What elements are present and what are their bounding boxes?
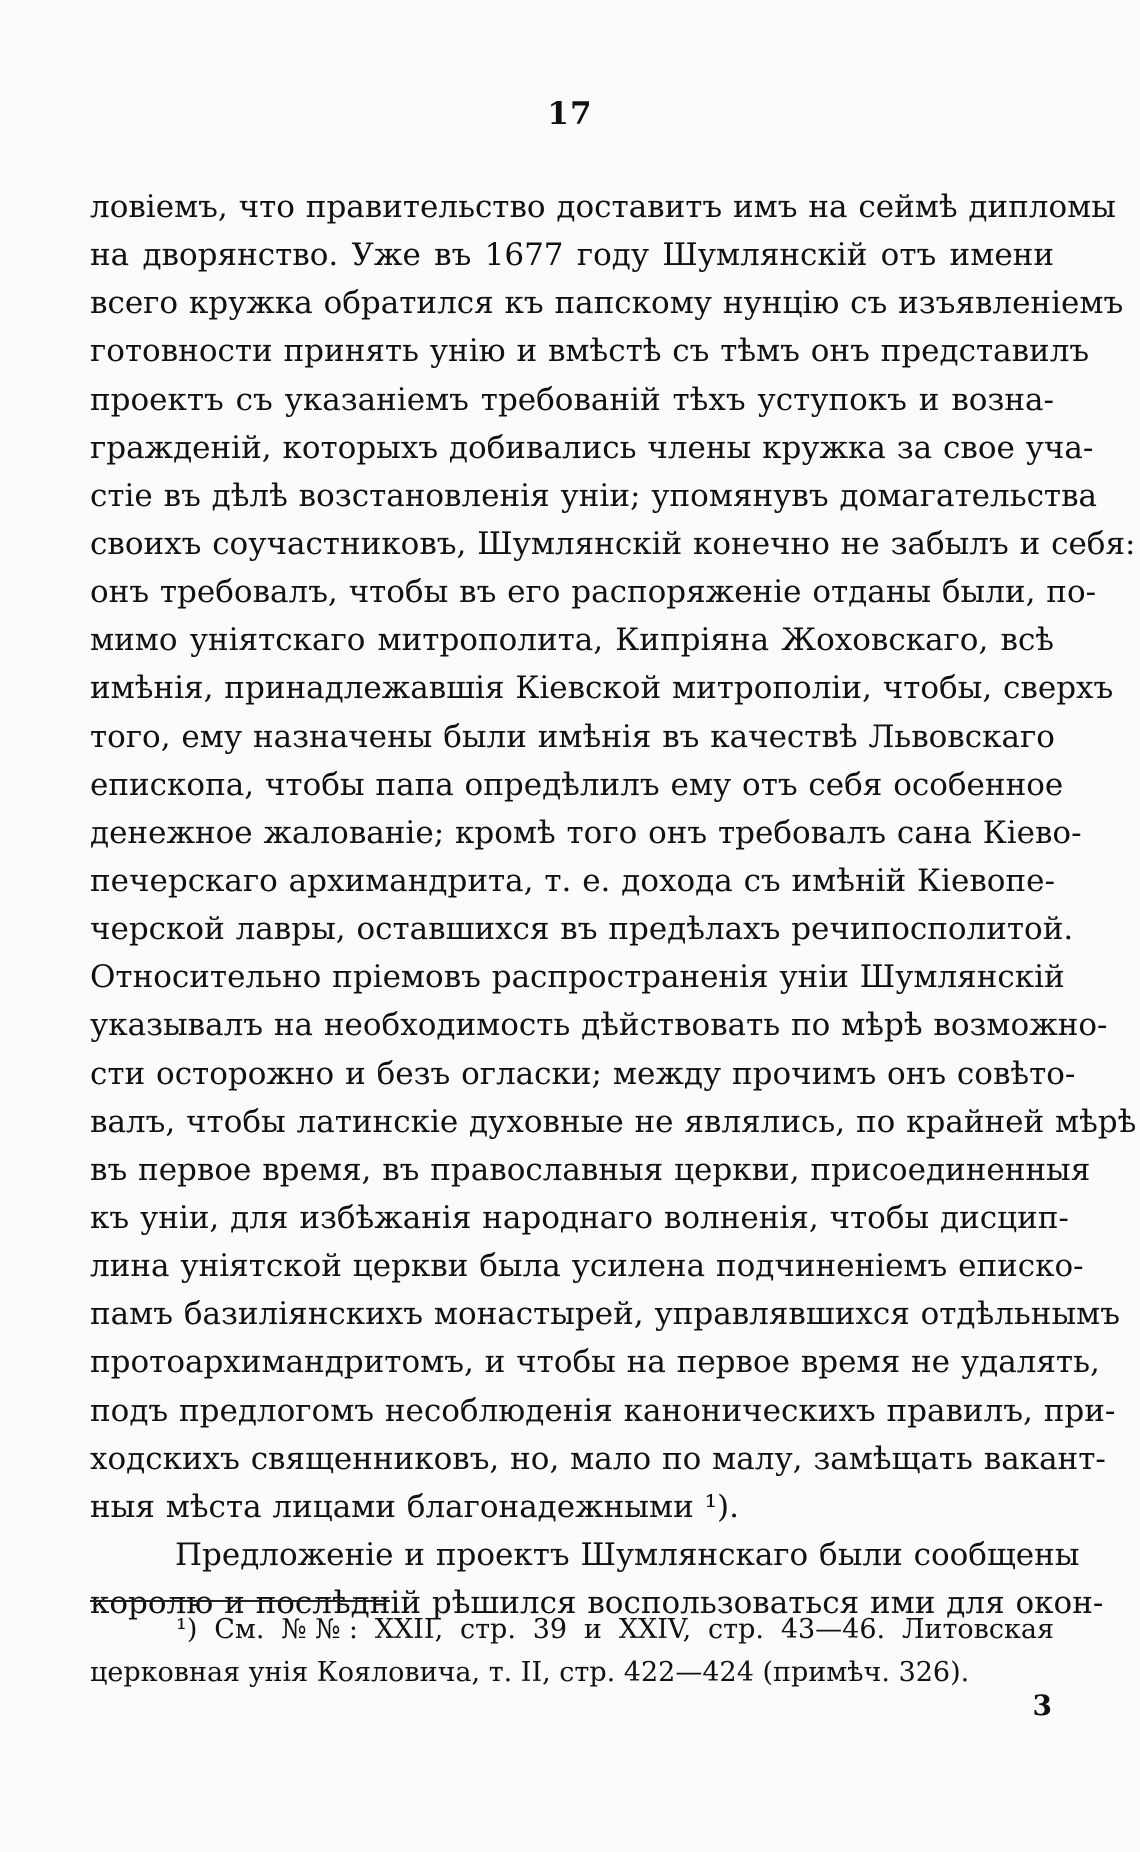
text-line: черской лавры, оставшихся въ предѣлахъ речипосполитой. bbox=[90, 911, 1074, 948]
signature-mark: 3 bbox=[1032, 1689, 1052, 1722]
text-line: имѣнія, принадлежавшія Кіевской митрополіи, чтобы, сверхъ bbox=[90, 670, 1114, 707]
footnote-line: церковная унія Кояловича, т. II, стр. 422—424 (примѣч. 326). bbox=[90, 1657, 970, 1688]
text-line: Относительно пріемовъ распространенія уніи Шумлянскій bbox=[90, 959, 1065, 996]
text-line: ходскихъ священниковъ, но, мало по малу, замѣщать вакант- bbox=[90, 1440, 1106, 1477]
main-text bbox=[90, 183, 1137, 1627]
text-line: валъ, чтобы латинскіе духовные не являлись, по крайней мѣрѣ bbox=[90, 1103, 1137, 1140]
text-line: ловіемъ, что правительство доставитъ имъ на сеймѣ дипломы bbox=[90, 189, 1116, 225]
text-line: мимо уніятскаго митрополита, Кипріяна Жоховскаго, всѣ bbox=[90, 622, 1054, 659]
text-line: указывалъ на необходимость дѣйствовать по мѣрѣ возможно- bbox=[90, 1007, 1108, 1044]
text-line: къ уніи, для избѣжанія народнаго волненія, чтобы дисцип- bbox=[90, 1199, 1069, 1236]
text-line: на дворянство. Уже въ 1677 году Шумлянскій отъ имени bbox=[90, 237, 1054, 274]
text-line: епископа, чтобы папа опредѣлилъ ему отъ себя особенное bbox=[90, 766, 1064, 803]
footnote-block bbox=[90, 1608, 1054, 1694]
text-line: подъ предлогомъ несоблюденія каноническихъ правилъ, при- bbox=[90, 1392, 1116, 1429]
footnote-line: ¹) См. №№: XXII, стр. 39 и XXIV, стр. 43—46. Литовская bbox=[176, 1614, 1054, 1645]
text-line: королю и послѣдній рѣшился воспользоваться ими для окон- bbox=[90, 1585, 1104, 1622]
footnote-divider bbox=[90, 1600, 390, 1602]
text-line: онъ требовалъ, чтобы въ его распоряженіе отданы были, по- bbox=[90, 574, 1097, 611]
text-line: гражденій, которыхъ добивались члены кружка за свое уча- bbox=[90, 429, 1094, 466]
text-line: въ первое время, въ православныя церкви, присоединенныя bbox=[90, 1151, 1091, 1188]
text-line: своихъ соучастниковъ, Шумлянскій конечно не забылъ и себя: bbox=[90, 525, 1136, 562]
text-line: всего кружка обратился къ папскому нунцію съ изъявленіемъ bbox=[90, 285, 1124, 322]
text-line: протоархимандритомъ, и чтобы на первое время не удалять, bbox=[90, 1344, 1100, 1381]
text-line: готовности принять унію и вмѣстѣ съ тѣмъ онъ представилъ bbox=[90, 333, 1090, 370]
text-line: ныя мѣста лицами благонадежными ¹). bbox=[90, 1488, 739, 1525]
text-line: памъ базиліянскихъ монастырей, управлявшихся отдѣльнымъ bbox=[90, 1296, 1120, 1333]
text-line: лина уніятской церкви была усилена подчиненіемъ еписко- bbox=[90, 1248, 1084, 1285]
text-line: печерскаго архимандрита, т. е. дохода съ имѣній Кіевопе- bbox=[90, 862, 1055, 899]
text-line: стіе въ дѣлѣ возстановленія уніи; упомянувъ домагательства bbox=[90, 477, 1098, 514]
page-number: 17 bbox=[547, 96, 593, 132]
text-line: денежное жалованіе; кромѣ того онъ требовалъ сана Кіево- bbox=[90, 814, 1082, 851]
text-line: сти осторожно и безъ огласки; между прочимъ онъ совѣто- bbox=[90, 1055, 1076, 1092]
text-line: Предложеніе и проектъ Шумлянскаго были сообщены bbox=[175, 1536, 1080, 1573]
text-line: того, ему назначены были имѣнія въ качествѣ Львовскаго bbox=[90, 718, 1055, 755]
text-line: проектъ съ указаніемъ требованій тѣхъ уступокъ и возна- bbox=[90, 381, 1054, 418]
